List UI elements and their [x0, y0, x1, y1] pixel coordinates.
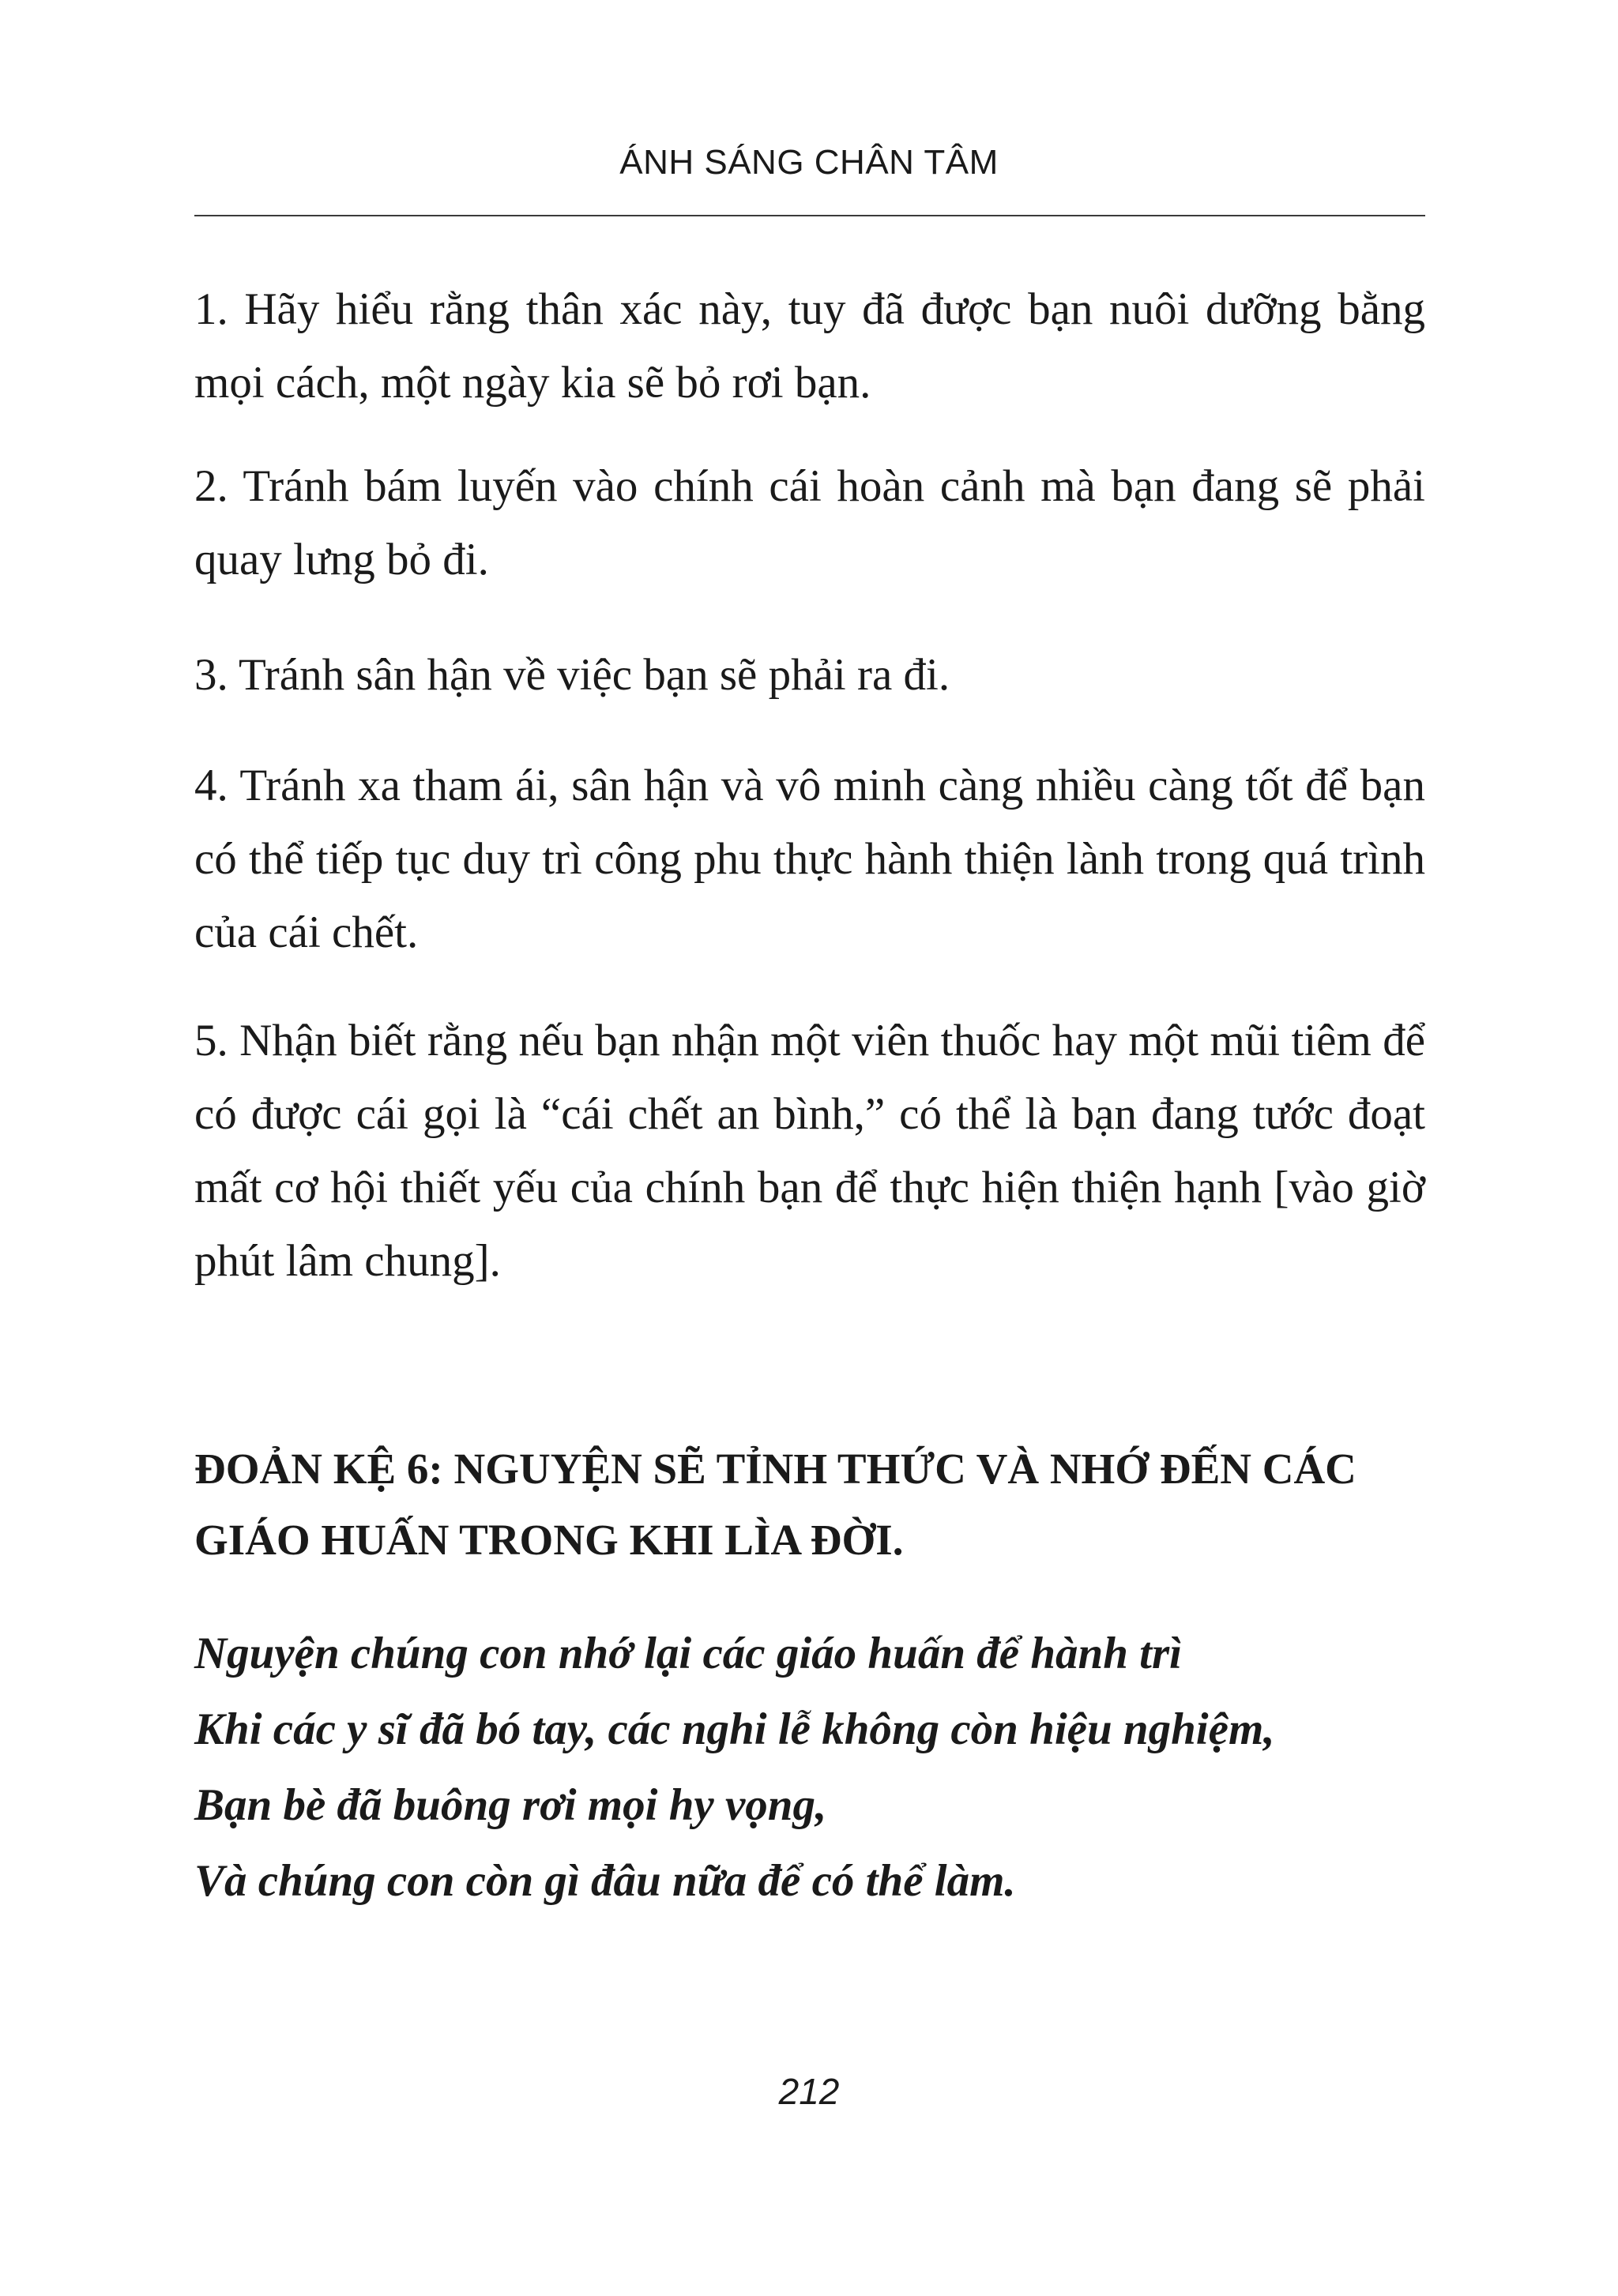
paragraph-item-4: 4. Tránh xa tham ái, sân hận và vô minh càng nhiều càng tốt để bạn có thể tiếp tục duy trì công phu thực hành thiện lành trong quá trình của cái chết. [194, 761, 1425, 957]
header-divider [194, 215, 1425, 216]
verse-line-1: Nguyện chúng con nhớ lại các giáo huấn để hành trì [194, 1629, 1183, 1678]
verse-line-3: Bạn bè đã buông rơi mọi hy vọng, [194, 1780, 827, 1830]
paragraph-item-5: 5. Nhận biết rằng nếu bạn nhận một viên thuốc hay một mũi tiêm để có được cái gọi là “cái chết an bình,” có thể là bạn đang tước đoạt mất cơ hội thiết yếu của chính bạn để thực hiện thiện hạnh [vào giờ phút lâm chung]. [194, 1016, 1425, 1286]
verse-block [194, 1616, 1458, 1919]
page-number: 212 [778, 2071, 840, 2112]
paragraph-item-1: 1. Hãy hiểu rằng thân xác này, tuy đã được bạn nuôi dưỡng bằng mọi cách, một ngày kia sẽ bỏ rơi bạn. [194, 284, 1425, 408]
running-header: ÁNH SÁNG CHÂN TÂM [619, 143, 999, 182]
section-heading: ĐOẢN KỆ 6: NGUYỆN SẼ TỈNH THỨC VÀ NHỚ ĐẾN CÁC GIÁO HUẤN TRONG KHI LÌA ĐỜI. [194, 1445, 1356, 1564]
verse-line-2: Khi các y sĩ đã bó tay, các nghi lễ không còn hiệu nghiệm, [194, 1704, 1275, 1754]
verse-line-4: Và chúng con còn gì đâu nữa để có thể làm. [194, 1856, 1016, 1906]
paragraph-item-2: 2. Tránh bám luyến vào chính cái hoàn cảnh mà bạn đang sẽ phải quay lưng bỏ đi. [194, 461, 1425, 584]
paragraph-item-3: 3. Tránh sân hận về việc bạn sẽ phải ra đi. [194, 650, 950, 700]
